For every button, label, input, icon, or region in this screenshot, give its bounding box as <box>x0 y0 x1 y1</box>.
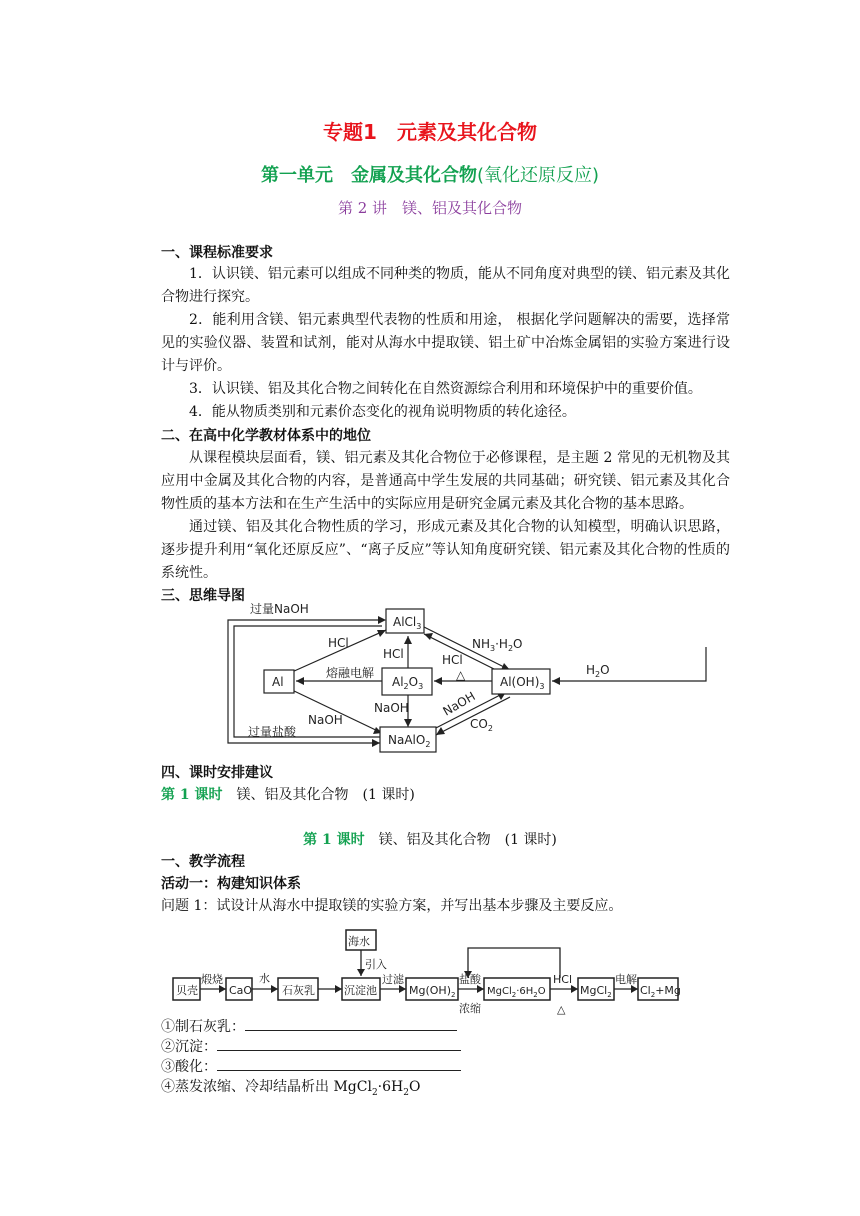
step-1 <box>161 1016 457 1036</box>
unit-title-main: 第一单元 金属及其化合物 <box>260 165 477 186</box>
flow-settling-tank: 沉淀池 <box>344 984 377 997</box>
step-3-label: ③酸化： <box>161 1059 217 1075</box>
label-co2: $CO_2$ <box>470 717 493 733</box>
flow-label-electrolysis: 电解 <box>615 973 637 986</box>
flow-label-introduce: 引入 <box>365 958 387 971</box>
lesson-title-label: 第 1 课时 <box>303 832 365 848</box>
teaching-flow-heading: 一、教学流程 <box>161 854 245 870</box>
label-delta: △ <box>456 668 466 682</box>
label-naoh-mid: NaOH <box>374 701 409 715</box>
label-melt-electrolysis: 熔融电解 <box>326 666 375 680</box>
node-al: Al <box>272 675 284 689</box>
flow-label-hcl: HCl <box>553 973 573 986</box>
step-2-answer-line[interactable] <box>217 1038 461 1051</box>
lecture-title: 第 2 讲 镁、铝及其化合物 <box>337 199 523 217</box>
node-aloh3: $Al(OH)_3$ <box>500 675 545 691</box>
label-h2o: $H_2O$ <box>586 663 610 679</box>
section2-para-2: 通过镁、铝及其化合物性质的学习，形成元素及其化合物的认知模型，明确认识思路，逐步提升利用“氧化还原反应”、“离子反应”等认知角度研究镁、铝元素及其化合物的性质的系统性。 <box>161 519 730 581</box>
lesson-schedule <box>161 784 415 804</box>
flow-cl2-mg: $Cl_2+Mg$ <box>640 984 681 999</box>
question-1: 问题 1：试设计从海水中提取镁的实验方案，并写出基本步骤及主要反应。 <box>161 898 623 914</box>
node-naalo2: NaAlO$_2$ <box>388 733 431 749</box>
flow-label-filter: 过滤 <box>382 973 404 986</box>
flow-label-delta: △ <box>557 1003 566 1016</box>
step-2 <box>161 1036 461 1056</box>
label-excess-hcl: 过量盐酸 <box>248 725 297 739</box>
label-hcl-delta: HCl <box>442 653 463 667</box>
step-3 <box>161 1056 461 1076</box>
lesson-title <box>0 829 860 849</box>
activity-heading: 活动一：构建知识体系 <box>161 876 301 892</box>
flow-mgcl2-6h2o: $MgCl_2\cdot 6H_2O$ <box>487 986 546 999</box>
flow-shell: 贝壳 <box>176 984 198 997</box>
step-1-label: ①制石灰乳： <box>161 1019 245 1035</box>
lesson-title-text: 镁、铝及其化合物 (1 课时) <box>364 832 557 848</box>
flow-label-concentrate: 浓缩 <box>459 1002 481 1015</box>
label-naoh-diag: NaOH <box>440 689 478 719</box>
label-excess-naoh: 过量NaOH <box>250 602 309 616</box>
section1-item-2: 2．能利用含镁、铝元素典型代表物的性质和用途， 根据化学问题解决的需要，选择常见的实验仪器、装置和试剂，能对从海水中提取镁、铝土矿中冶炼金属铝的实验方案进行设计与评价。 <box>161 312 730 374</box>
flow-label-water: 水 <box>259 972 270 985</box>
lesson-schedule-text: 镁、铝及其化合物 (1 课时) <box>222 787 415 803</box>
flow-label-hcl-acid: 盐酸 <box>459 973 481 986</box>
section1-heading: 一、课程标准要求 <box>161 245 273 261</box>
lesson-schedule-label: 第 1 课时 <box>161 787 223 803</box>
flow-mgcl2: MgCl$_2$ <box>580 984 612 999</box>
section1-item-4: 4．能从物质类别和元素价态变化的视角说明物质的转化途径。 <box>189 404 576 420</box>
flow-cao: CaO <box>229 984 253 997</box>
label-naoh-left: NaOH <box>308 713 343 727</box>
flow-mgoh2: $Mg(OH)_2$ <box>409 984 456 999</box>
step-2-label: ②沉淀： <box>161 1039 217 1055</box>
flow-label-calcine: 煅烧 <box>201 973 223 986</box>
section2-heading: 二、在高中化学教材体系中的地位 <box>161 428 371 444</box>
label-hcl-mid: HCl <box>383 647 404 661</box>
label-hcl-left: HCl <box>328 636 349 650</box>
flow-lime-milk: 石灰乳 <box>282 984 315 997</box>
flow-seawater: 海水 <box>348 935 370 948</box>
topic-title: 专题1 元素及其化合物 <box>323 120 537 144</box>
node-alcl3: AlCl$_3$ <box>393 615 422 631</box>
section1-item-1: 1．认识镁、铝元素可以组成不同种类的物质，能从不同角度对典型的镁、铝元素及其化合物进行探究。 <box>161 266 730 305</box>
section1-item-3: 3．认识镁、铝及其化合物之间转化在自然资源综合利用和环境保护中的重要价值。 <box>189 381 702 397</box>
step-4: ④蒸发浓缩、冷却结晶析出 $MgCl_2\cdot 6H_2O$ <box>161 1079 421 1098</box>
unit-title-sub: (氧化还原反应) <box>476 165 600 186</box>
step-3-answer-line[interactable] <box>217 1058 461 1071</box>
step-1-answer-line[interactable] <box>245 1018 457 1031</box>
edge-h2o <box>552 647 706 681</box>
section3-heading: 三、思维导图 <box>161 588 245 604</box>
node-al2o3: $Al_2O_3$ <box>392 675 424 691</box>
section2-para-1: 从课程模块层面看，镁、铝元素及其化合物位于必修课程，是主题 2 常见的无机物及其应用中金属及其化合物的内容，是普通高中学生发展的共同基础；研究镁、铝元素及其化合物性质的基本方法和在生产生活中的实际应用是研究金属元素及其化合物的基本思路。 <box>161 450 730 512</box>
section4-heading: 四、课时安排建议 <box>161 765 273 781</box>
label-nh3h2o: $NH_3\cdot H_2O$ <box>472 637 523 653</box>
